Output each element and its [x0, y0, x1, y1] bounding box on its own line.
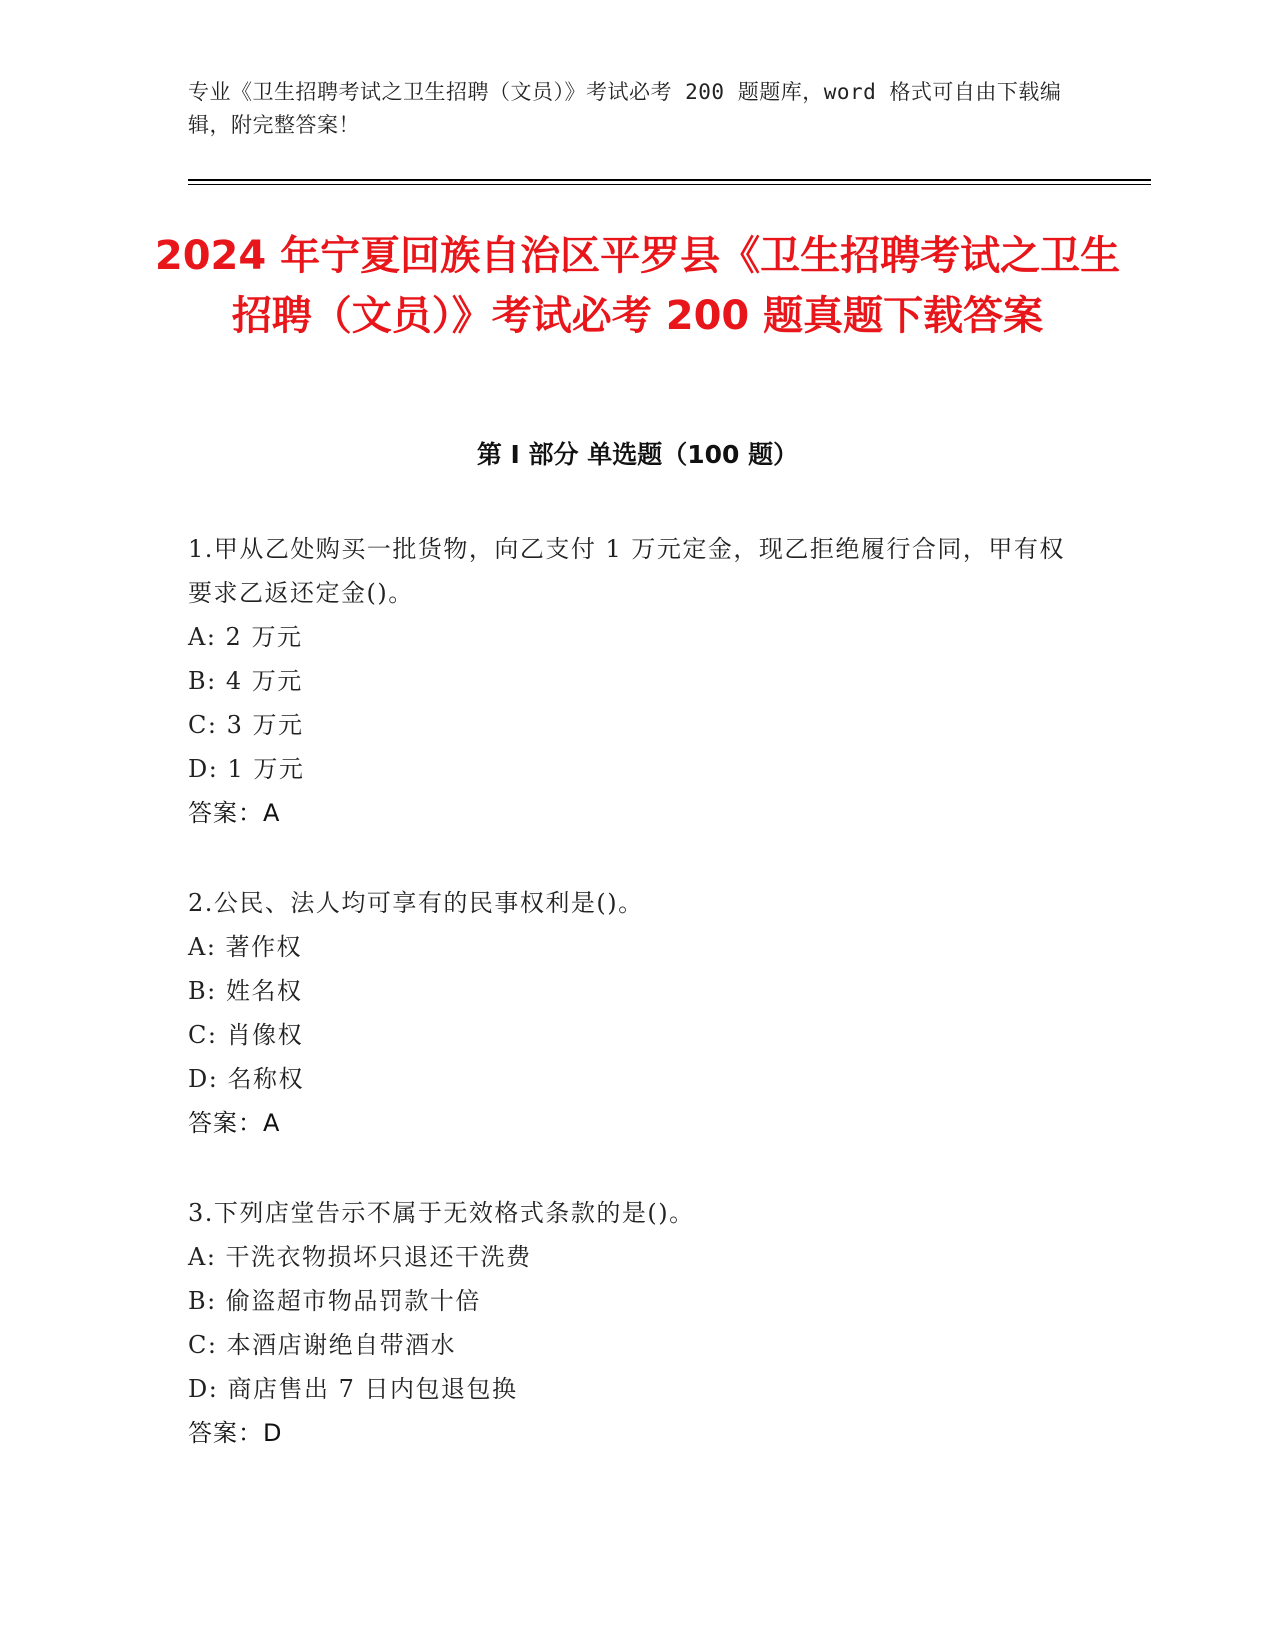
header-note: 专业《卫生招聘考试之卫生招聘（文员）》考试必考 200 题题库，word 格式可自由下载编辑，附完整答案！: [188, 80, 1062, 137]
answer: 答案：A: [188, 1109, 281, 1137]
answer: 答案：D: [188, 1419, 283, 1447]
option-c: C: 肖像权: [188, 1021, 304, 1049]
question-stem: 2.公民、法人均可享有的民事权利是()。: [188, 889, 644, 917]
header-rule-thin: [188, 184, 1151, 185]
answer: 答案：A: [188, 799, 281, 827]
option-a: A: 著作权: [188, 933, 303, 961]
section-heading: 第 I 部分 单选题（100 题）: [476, 440, 799, 469]
option-a: A: 干洗衣物损坏只退还干洗费: [188, 1243, 532, 1271]
option-c: C: 3 万元: [188, 711, 304, 739]
option-b: B: 4 万元: [188, 667, 303, 695]
option-d: D: 商店售出 7 日内包退包换: [188, 1375, 518, 1403]
question-stem: 3.下列店堂告示不属于无效格式条款的是()。: [188, 1199, 695, 1227]
header-rule-thick: [188, 179, 1151, 181]
document-title: 2024 年宁夏回族自治区平罗县《卫生招聘考试之卫生招聘（文员）》考试必考 200 题真题下载答案: [154, 233, 1121, 339]
option-c: C: 本酒店谢绝自带酒水: [188, 1331, 457, 1359]
option-b: B: 偷盗超市物品罚款十倍: [188, 1287, 481, 1315]
question-2: [188, 881, 1088, 1145]
option-d: D: 1 万元: [188, 755, 305, 783]
question-3: [188, 1191, 1088, 1455]
option-b: B: 姓名权: [188, 977, 303, 1005]
question-stem: 1.甲从乙处购买一批货物，向乙支付 1 万元定金，现乙拒绝履行合同，甲有权要求乙返还定金()。: [188, 535, 1065, 607]
option-a: A: 2 万元: [188, 623, 303, 651]
question-1: [188, 527, 1088, 835]
question-list: [188, 527, 1088, 1501]
option-d: D: 名称权: [188, 1065, 304, 1093]
